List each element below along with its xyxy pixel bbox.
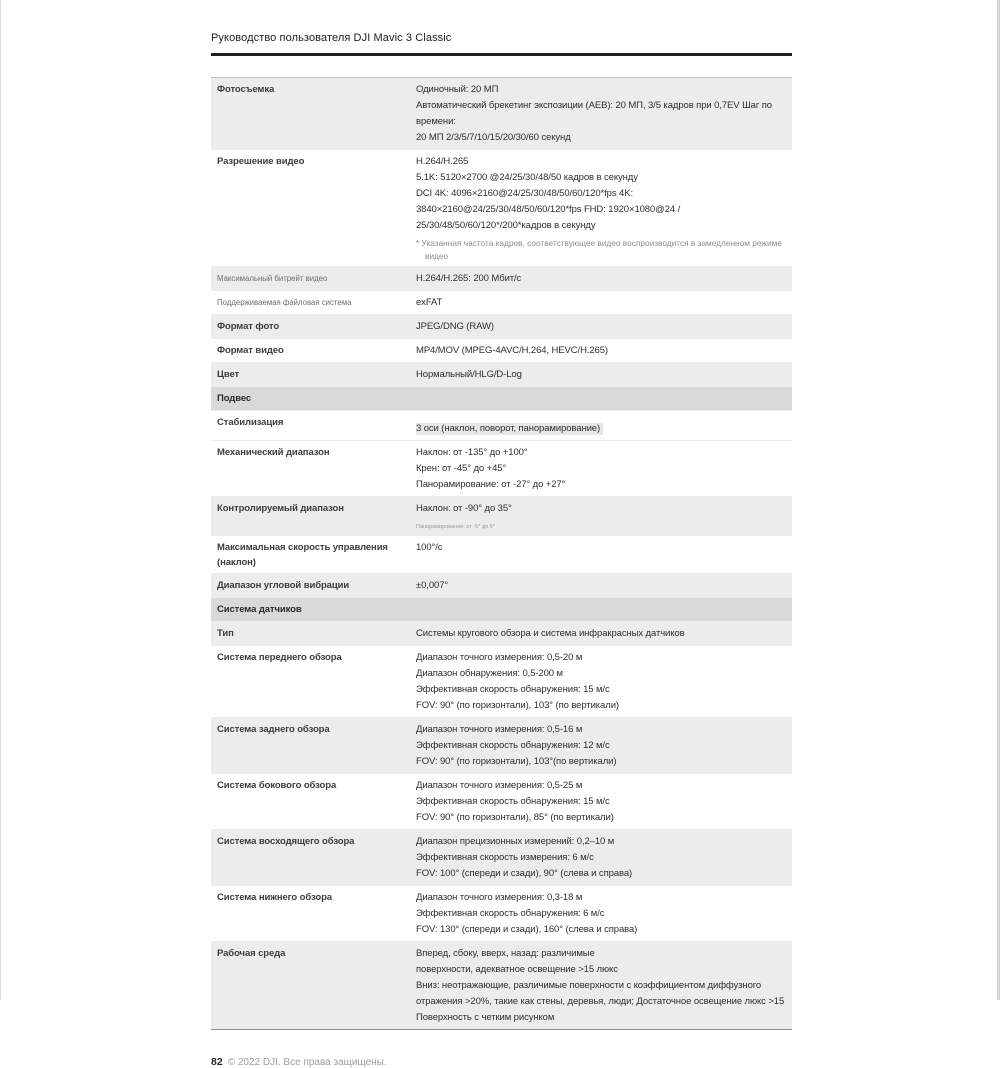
spec-value [416,776,792,826]
spec-value-line: Диапазон обнаружения: 0,5-200 м [416,667,563,679]
section-header-row [211,597,792,621]
spec-label: Фотосъемка [217,83,275,95]
spec-value [416,499,792,532]
spec-value-line: 100°/с [416,541,443,553]
spec-value-line: 3840×2160@24/25/30/48/50/60/120*fps FHD: 1920×1080@24 / [416,203,681,215]
spec-value [416,269,792,287]
spec-label: Рабочая среда [217,947,286,959]
spec-label: Система восходящего обзора [217,835,355,847]
spec-label: Механический диапазон [217,446,330,458]
spec-row [211,78,792,149]
spec-row [211,829,792,885]
doc-header-title: Руководство пользователя DJI Mavic 3 Classic [211,32,452,44]
spec-row [211,717,792,773]
spec-table [211,77,792,1030]
spec-row [211,314,792,338]
spec-row [211,290,792,314]
spec-value-line: Эффективная скорость обнаружения: 15 м/с [416,683,610,695]
spec-value-line: FOV: 90° (по горизонтали), 103°(по вертикали) [416,755,617,767]
spec-value-line: Наклон: от -90° до 35° [416,502,512,514]
spec-label: Поддерживаемая файловая система [217,297,352,307]
spec-value-line: FOV: 100° (спереди и сзади), 90° (слева и справа) [416,867,633,879]
spec-label: Диапазон угловой вибрации [217,579,350,591]
spec-value-line: Диапазон прецизионных измерений: 0,2–10 м [416,835,615,847]
spec-value [416,317,792,335]
spec-value-line: Эффективная скорость измерения: 6 м/с [416,851,594,863]
spec-row [211,885,792,941]
spec-label: Система нижнего обзора [217,891,332,903]
spec-label: Цвет [217,368,240,380]
spec-value-line: ±0,007° [416,579,449,591]
page-content [211,0,792,1068]
spec-value-line: H.264/H.265 [416,155,469,167]
spec-row [211,535,792,573]
spec-label: Система переднего обзора [217,651,342,663]
spec-value-line: Диапазон точного измерения: 0,5-16 м [416,723,583,735]
spec-value-line: DCI 4K: 4096×2160@24/25/30/48/50/60/120*fps 4K: [416,187,634,199]
spec-value-line: Панорамирование: от -27° до +27° [416,478,566,490]
spec-value [416,576,792,594]
spec-row [211,941,792,1029]
page-number: 82 [211,1055,223,1068]
spec-value-line: Поверхность с четким рисунком [416,1011,555,1023]
spec-row [211,440,792,496]
spec-row [211,338,792,362]
spec-value [416,888,792,938]
spec-label: Максимальная скорость управления (наклон) [217,541,388,568]
spec-row [211,362,792,386]
section-title: Система датчиков [217,603,302,615]
spec-value-line: Вперед, сбоку, вверх, назад: различимые [416,947,595,959]
spec-row [211,410,792,440]
spec-value-line: FOV: 90° (по горизонтали), 85° (по вертикали) [416,811,614,823]
spec-value [416,832,792,882]
spec-label: Система бокового обзора [217,779,337,791]
spec-row [211,773,792,829]
spec-row [211,645,792,717]
spec-row [211,266,792,290]
spec-label: Стабилизация [217,416,284,428]
spec-value-line: Эффективная скорость обнаружения: 15 м/с [416,795,610,807]
spec-value [416,648,792,714]
spec-value [416,365,792,383]
spec-value [416,538,792,570]
highlighted-value: 3 оси (наклон, поворот, панорамирование) [416,423,603,435]
spec-label: Контролируемый диапазон [217,502,344,514]
spec-value-line: Одиночный: 20 МП [416,83,499,95]
spec-value-line: Эффективная скорость обнаружения: 6 м/с [416,907,605,919]
spec-value-line: Диапазон точного измерения: 0,5-25 м [416,779,583,791]
spec-label: Тип [217,627,234,639]
spec-value-line: * Указанная частота кадров, соответствующее видео воспроизводится в замедленном режиме видео [416,237,782,261]
spec-value-line: 25/30/48/50/60/120*/200*кадров в секунду [416,219,596,231]
spec-value-line: 5.1K: 5120×2700 @24/25/30/48/50 кадров в секунду [416,171,638,183]
spec-value-line: Автоматический брекетинг экспозиции (AEB): 20 МП, 3/5 кадров при 0,7EV Шаг по времени: [416,99,772,127]
spec-value [416,80,792,146]
spec-value-line: MP4/MOV (MPEG-4AVC/H.264, HEVC/H.265) [416,344,608,356]
spec-value [416,152,792,263]
header-rule [211,53,792,56]
section-header-row [211,386,792,410]
spec-value [416,624,792,642]
spec-value [416,443,792,493]
spec-value-line: Эффективная скорость обнаружения: 12 м/с [416,739,610,751]
spec-value-line: Диапазон точного измерения: 0,3-18 м [416,891,583,903]
spec-value-line: FOV: 130° (спереди и сзади), 160° (слева и справа) [416,923,638,935]
spec-label: Разрешение видео [217,155,305,167]
spec-value-line: exFAT [416,296,443,308]
spec-label: Максимальный битрейт видео [217,273,328,283]
spec-row [211,149,792,266]
spec-value-line: Системы кругового обзора и система инфракрасных датчиков [416,627,685,639]
spec-value [416,341,792,359]
spec-value-line: JPEG/DNG (RAW) [416,320,494,332]
section-title: Подвес [217,392,252,404]
spec-value-line: поверхности, адекватное освещение >15 люкс [416,963,618,975]
spec-value-line [416,421,790,437]
spec-value-line: Диапазон точного измерения: 0,5-20 м [416,651,583,663]
spec-row [211,496,792,535]
spec-row [211,573,792,597]
spec-value-line: 20 МП 2/3/5/7/10/15/20/30/60 секунд [416,131,571,143]
spec-value [416,944,792,1026]
copyright-text: © 2022 DJI. Все права защищены. [227,1056,387,1068]
spec-value-line: Вниз: неотражающие, различимые поверхности с коэффициентом диффузного [416,979,762,991]
spec-value [416,293,792,311]
spec-value-line: Крен: от -45° до +45° [416,462,507,474]
spec-value [416,413,792,437]
spec-value-line: H.264/H.265: 200 Мбит/с [416,272,522,284]
spec-row [211,621,792,645]
spec-value-line: Нормальный/HLG/D-Log [416,368,522,380]
spec-value [416,720,792,770]
spec-label: Система заднего обзора [217,723,330,735]
spec-label: Формат фото [217,320,280,332]
spec-value-line: отражения >20%, такие как стены, деревья, люди; Достаточное освещение люкс >15 [416,995,785,1007]
spec-label: Формат видео [217,344,284,356]
spec-value-line: FOV: 90° (по горизонтали), 103° (по вертикали) [416,699,619,711]
spec-value-line: Панорамирование: от -5° до 5° [416,523,495,530]
doc-footer [211,1056,792,1068]
spec-value-line: Наклон: от -135° до +100° [416,446,528,458]
